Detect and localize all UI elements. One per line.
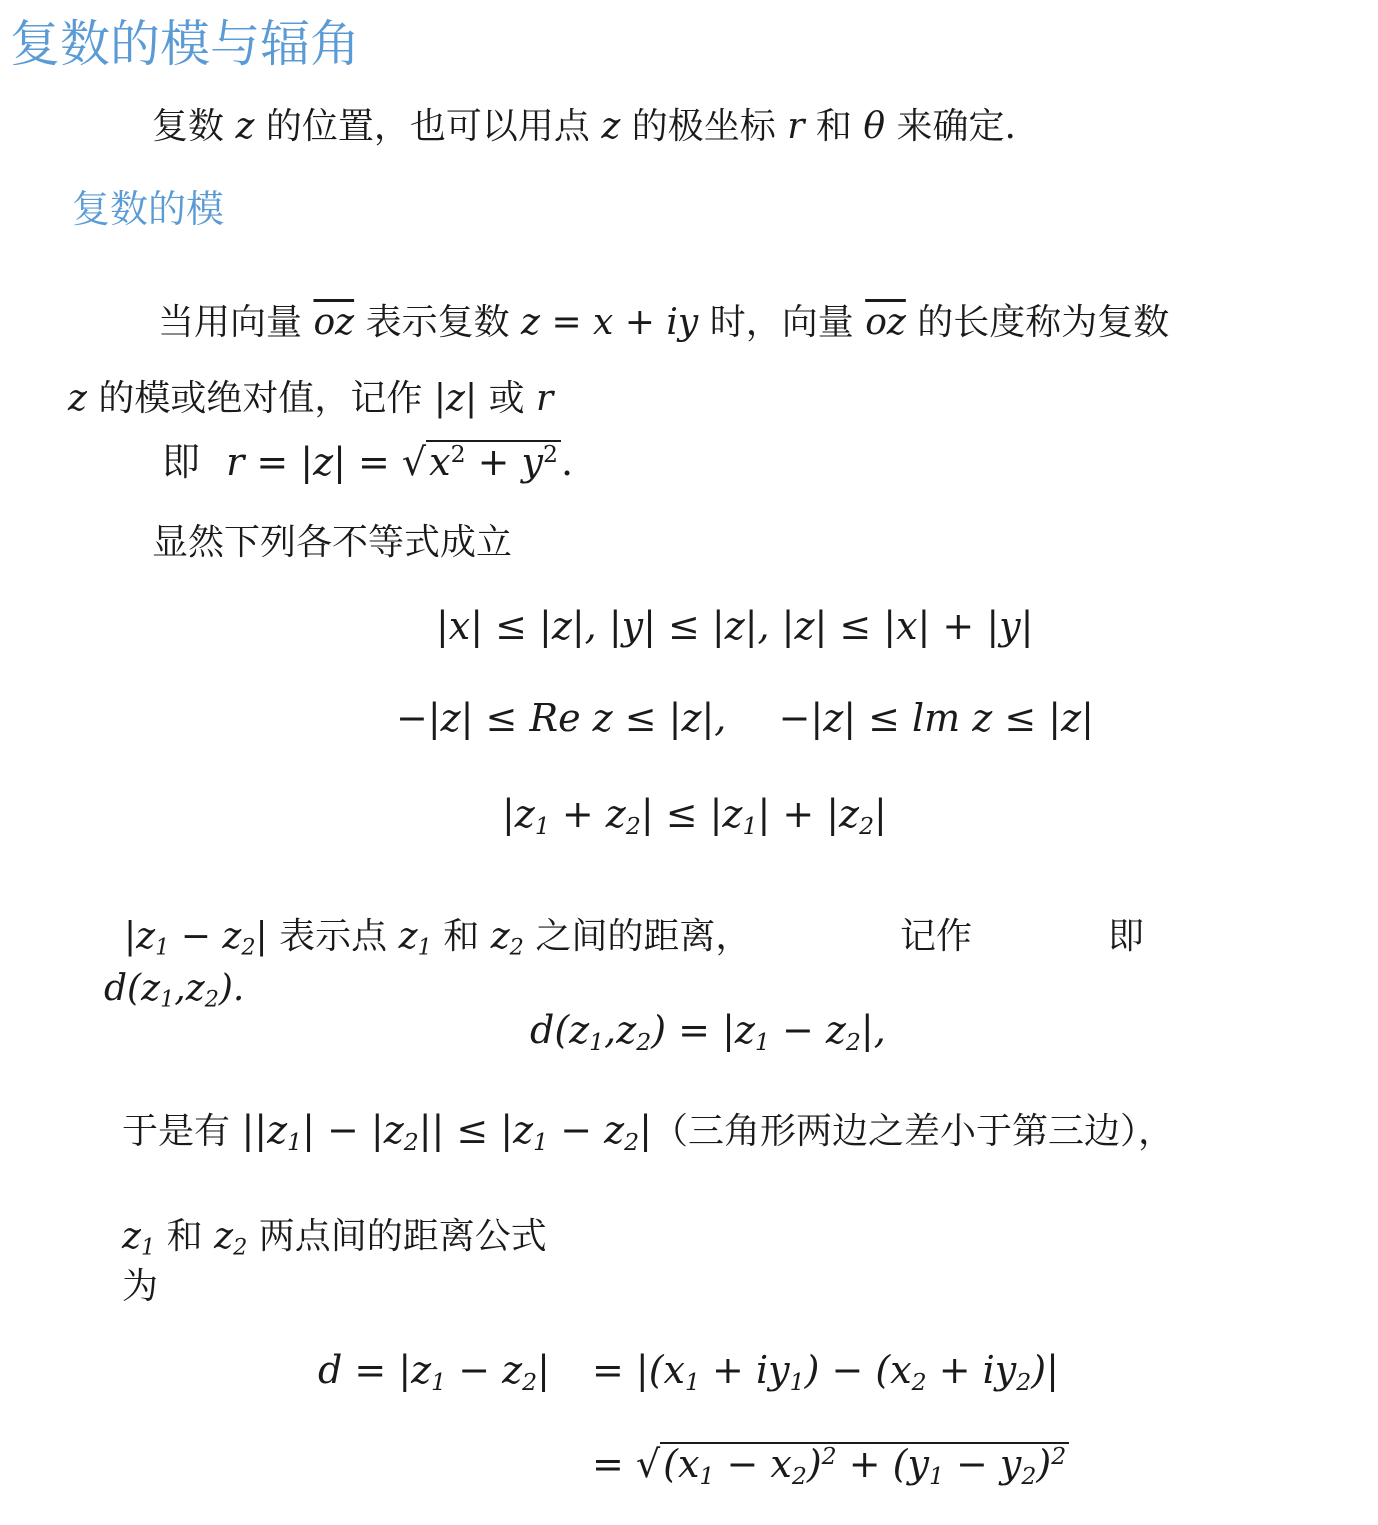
subscript: 1 — [684, 1368, 700, 1397]
radicand — [426, 440, 561, 483]
final-formula-sqrt — [592, 1440, 1069, 1489]
intro-text: 的极坐标 — [631, 106, 776, 147]
subscript: 1 — [155, 934, 170, 961]
term: z — [122, 1216, 141, 1257]
equals: = — [592, 1442, 624, 1486]
term: − y — [943, 1442, 1022, 1486]
intro-text: 来确定. — [896, 106, 1016, 147]
var-z2 — [214, 1216, 248, 1261]
term: − z — [769, 1008, 846, 1052]
term: + iy — [699, 1348, 790, 1392]
term: − z — [548, 1108, 625, 1152]
term: z — [398, 916, 418, 957]
subscript: 2 — [845, 1028, 861, 1057]
tp-text: 和 — [166, 1216, 203, 1257]
term: + z — [549, 792, 626, 836]
obviously-text: 显然下列各不等式成立 — [152, 522, 513, 563]
definition-line-1 — [158, 300, 1169, 346]
term: | − |z — [302, 1108, 404, 1152]
subscript: 1 — [699, 1462, 715, 1491]
distance-notation — [104, 966, 244, 1023]
sqrt-symbol: √ — [635, 1442, 661, 1486]
subscript: 2 — [233, 1234, 248, 1261]
final-formula-lhs — [318, 1346, 550, 1406]
term: | — [537, 1348, 550, 1392]
var-z1 — [122, 1216, 156, 1261]
term: |z — [502, 792, 535, 836]
term: d(z — [104, 968, 161, 1009]
inequality-im: −|z| ≤ lm z ≤ |z| — [778, 696, 1094, 740]
subscript: 1 — [140, 1234, 156, 1261]
subscript: 1 — [417, 934, 432, 961]
subscript: 2 — [1021, 1462, 1037, 1491]
subscript: 2 — [625, 812, 641, 841]
exponent: 2 — [821, 1442, 837, 1471]
def-text: 表示复数 — [365, 302, 510, 343]
term: | — [874, 792, 887, 836]
tri-text: 于是有 — [122, 1111, 231, 1152]
intro-text: 和 — [815, 106, 852, 147]
subscript: 2 — [204, 986, 219, 1013]
tri-text: （三角形两边之差小于第三边）， — [651, 1111, 1174, 1152]
term: d = |z — [318, 1348, 432, 1392]
term: − x — [714, 1442, 792, 1486]
tri-expr — [241, 1108, 652, 1157]
term: z — [214, 1216, 234, 1257]
subscript: 1 — [928, 1462, 944, 1491]
vector-oz: $\overline{oz}$ — [313, 302, 355, 343]
var-theta: θ — [863, 106, 886, 147]
var-x: x — [429, 440, 451, 484]
term: + iy — [926, 1348, 1017, 1392]
subscript: 2 — [791, 1462, 807, 1491]
term: = |(x — [592, 1348, 685, 1392]
subscript: 2 — [911, 1368, 927, 1397]
term: ,z — [604, 1008, 637, 1052]
term: z — [490, 916, 510, 957]
var-r: r — [536, 378, 554, 419]
term: ,z — [174, 968, 205, 1009]
subscript: 1 — [160, 986, 175, 1013]
page-title: 复数的模与辐角 — [10, 15, 360, 73]
equation-z: z = x + iy — [521, 302, 699, 343]
subscript: 1 — [742, 812, 758, 841]
subscript: 1 — [754, 1028, 770, 1057]
two-points-wei: 为 — [122, 1266, 159, 1307]
intro-paragraph — [152, 104, 1016, 150]
term: ||z — [241, 1108, 288, 1152]
subscript: 2 — [624, 1128, 640, 1157]
var-y: y — [521, 440, 544, 484]
var-z1 — [398, 916, 432, 961]
def-text: 或 — [488, 378, 525, 419]
formula-modulus — [162, 438, 573, 486]
vector-oz: $\overline{oz}$ — [865, 302, 906, 343]
term: − z — [169, 916, 242, 957]
subscript: 2 — [1016, 1368, 1032, 1397]
inequality-1: |x| ≤ |z|, |y| ≤ |z|, |z| ≤ |x| + |y| — [436, 604, 1034, 648]
term: ) — [806, 1442, 822, 1486]
term: ) — [1036, 1442, 1052, 1486]
subscript: 1 — [589, 1028, 605, 1057]
triangle-inequality — [122, 1106, 1174, 1166]
subscript: 2 — [509, 934, 524, 961]
exponent: 2 — [1051, 1442, 1067, 1471]
subscript: 1 — [431, 1368, 447, 1397]
subscript: 1 — [287, 1128, 303, 1157]
subscript: 2 — [636, 1028, 652, 1057]
term: | — [255, 916, 268, 957]
term: − z — [446, 1348, 523, 1392]
subscript: 1 — [533, 1128, 549, 1157]
var-z2 — [490, 916, 524, 961]
formula-lhs: r = |z| = — [226, 440, 402, 484]
definition-line-2 — [68, 376, 553, 422]
def-text: 的长度称为复数 — [917, 302, 1170, 343]
var-z: z — [68, 378, 87, 419]
inequality-3 — [502, 790, 887, 850]
ji-label: 即 — [162, 440, 201, 484]
term: d(z — [530, 1008, 590, 1052]
term: + (y — [836, 1442, 929, 1486]
dist-note: 记作 — [900, 916, 973, 957]
period: . — [561, 440, 574, 484]
radicand — [660, 1442, 1069, 1489]
final-formula-rhs — [592, 1346, 1059, 1406]
exponent: 2 — [450, 440, 466, 469]
subscript: 1 — [534, 812, 550, 841]
var-r: r — [787, 106, 805, 147]
def-text: 当用向量 — [158, 302, 303, 343]
abs-diff — [124, 916, 268, 961]
distance-formula — [530, 1006, 886, 1066]
term: |, — [860, 1008, 886, 1052]
dist-ji: 即 — [1108, 916, 1145, 957]
intro-text: 的位置，也可以用点 — [265, 106, 590, 147]
subscript: 2 — [403, 1128, 419, 1157]
exponent: 2 — [543, 440, 558, 469]
term: | + |z — [757, 792, 860, 836]
tp-text: 两点间的距离公式 — [258, 1216, 547, 1257]
dist-text: 表示点 — [279, 916, 388, 957]
term: ). — [218, 968, 245, 1009]
var-z: z — [235, 106, 255, 147]
abs-z: |z| — [433, 378, 478, 419]
distance-line-1 — [124, 914, 751, 971]
def-text: 时，向量 — [709, 302, 854, 343]
subscript: 2 — [522, 1368, 538, 1397]
section-title: 复数的模 — [72, 187, 225, 231]
term: ) = |z — [651, 1008, 755, 1052]
sqrt-symbol: √ — [401, 440, 427, 484]
plus: + — [465, 440, 522, 484]
var-z: z — [601, 106, 621, 147]
def-text: 的模或绝对值，记作 — [98, 378, 423, 419]
subscript: 1 — [789, 1368, 805, 1397]
two-points-line — [122, 1214, 547, 1271]
term: (x — [663, 1442, 700, 1486]
dist-text: 之间的距离， — [535, 916, 752, 957]
dist-text: 和 — [443, 916, 480, 957]
inequality-re: −|z| ≤ Re z ≤ |z|, — [396, 696, 727, 740]
inequality-2 — [396, 694, 1094, 742]
subscript: 2 — [859, 812, 875, 841]
intro-text: 复数 — [152, 106, 225, 147]
term: |z — [124, 916, 156, 957]
subscript: 2 — [241, 934, 256, 961]
term: ) − (x — [804, 1348, 912, 1392]
term: | — [639, 1108, 652, 1152]
term: )| — [1031, 1348, 1059, 1392]
term: || ≤ |z — [418, 1108, 534, 1152]
term: | ≤ |z — [640, 792, 743, 836]
